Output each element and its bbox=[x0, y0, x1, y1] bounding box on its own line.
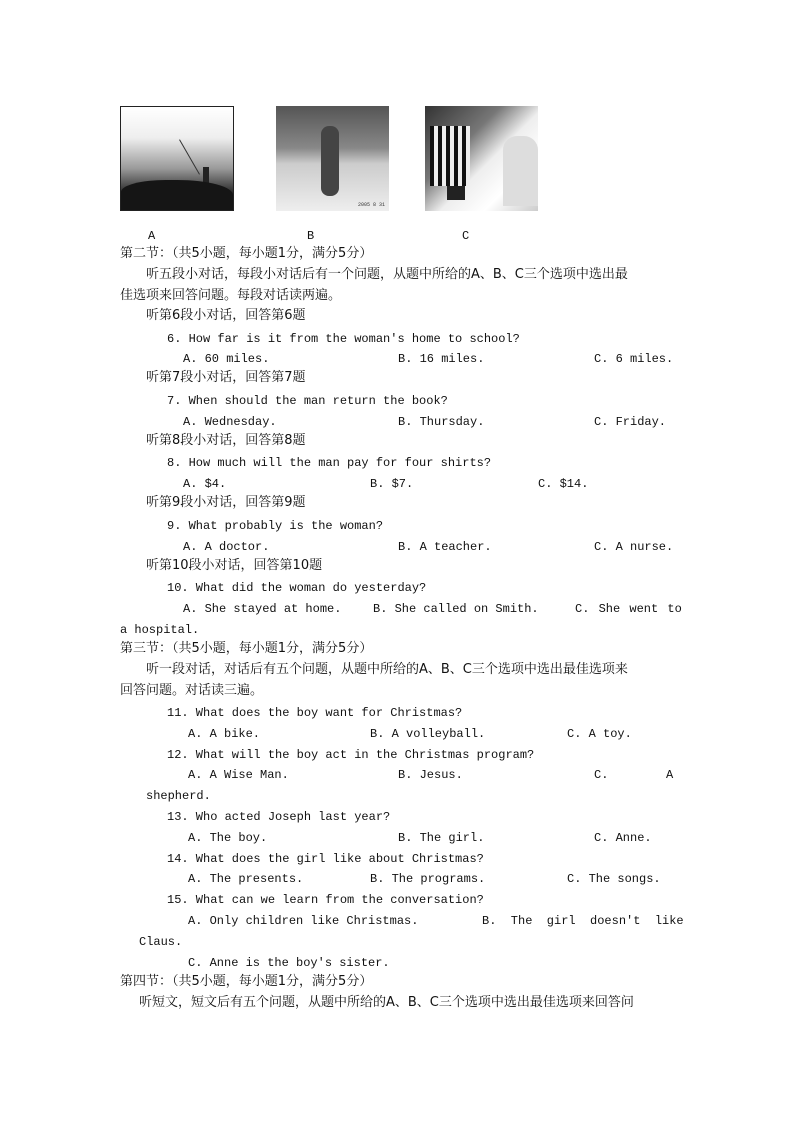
option-c: C. Anne. bbox=[594, 831, 652, 845]
section-2-title: 第二节：（共5小题，每小题1分，满分5分） bbox=[120, 246, 373, 261]
question-7: 7. When should the man return the book? bbox=[167, 394, 448, 408]
option-b: B. The girl. bbox=[398, 831, 485, 845]
question-8: 8. How much will the man pay for four shirts? bbox=[167, 456, 492, 470]
option-c: C. A toy. bbox=[567, 727, 632, 741]
option-b: B. A teacher. bbox=[398, 540, 492, 554]
section-3-instructions: 听一段对话，对话后有五个问题，从题中所给的A、B、C三个选项中选出最佳选项来 bbox=[146, 662, 628, 677]
section-4-title: 第四节：（共5小题，每小题1分，满分5分） bbox=[120, 974, 373, 989]
option-b: B. $7. bbox=[370, 477, 414, 491]
picture-c-people-at-table bbox=[425, 106, 538, 211]
option-c-wrap: a hospital. bbox=[120, 623, 200, 637]
group-heading: 听第10段小对话，回答第10题 bbox=[146, 558, 323, 573]
option-a: A. A bike. bbox=[188, 727, 261, 741]
option-a: A. The presents. bbox=[188, 872, 304, 886]
question-11: 11. What does the boy want for Christmas? bbox=[167, 706, 463, 720]
group-heading: 听第8段小对话，回答第8题 bbox=[146, 433, 306, 448]
option-b-wrap: Claus. bbox=[139, 935, 183, 949]
section-2-instructions-cont: 佳选项来回答问题。每段对话读两遍。 bbox=[120, 288, 342, 303]
question-14: 14. What does the girl like about Christmas? bbox=[167, 852, 484, 866]
option-a: A. She stayed at home. bbox=[183, 602, 342, 616]
photo-date-stamp: 2005 8 31 bbox=[357, 202, 385, 208]
option-a: A. A doctor. bbox=[183, 540, 270, 554]
option-a: A. Only children like Christmas. bbox=[188, 914, 419, 928]
section-2-instructions: 听五段小对话，每段小对话后有一个问题，从题中所给的A、B、C三个选项中选出最 bbox=[146, 267, 628, 282]
question-10: 10. What did the woman do yesterday? bbox=[167, 581, 427, 595]
option-b: B. 16 miles. bbox=[398, 352, 485, 366]
option-a: A. $4. bbox=[183, 477, 227, 491]
picture-b-walking bbox=[276, 106, 389, 211]
option-c: C. The songs. bbox=[567, 872, 661, 886]
option-a: A. A Wise Man. bbox=[188, 768, 289, 782]
question-6: 6. How far is it from the woman's home to school? bbox=[167, 332, 520, 346]
question-13: 13. Who acted Joseph last year? bbox=[167, 810, 391, 824]
question-15: 15. What can we learn from the conversation? bbox=[167, 893, 484, 907]
option-b: B. The programs. bbox=[370, 872, 486, 886]
option-b: B. She called on Smith. bbox=[373, 602, 539, 616]
option-c: C. 6 miles. bbox=[594, 352, 674, 366]
question-9: 9. What probably is the woman? bbox=[167, 519, 384, 533]
option-c-wrap: shepherd. bbox=[146, 789, 211, 803]
picture-a-fishing bbox=[120, 106, 234, 211]
option-b: B. Jesus. bbox=[398, 768, 463, 782]
option-c: C. Friday. bbox=[594, 415, 667, 429]
group-heading: 听第6段小对话，回答第6题 bbox=[146, 308, 306, 323]
picture-label-c: C bbox=[462, 229, 470, 243]
section-3-instructions-cont: 回答问题。对话读三遍。 bbox=[120, 683, 264, 698]
option-a: A. Wednesday. bbox=[183, 415, 277, 429]
option-c-text: A bbox=[666, 768, 674, 782]
section-3-title: 第三节：（共5小题，每小题1分，满分5分） bbox=[120, 641, 373, 656]
picture-label-a: A bbox=[148, 229, 156, 243]
option-b: B. The girl doesn't like bbox=[482, 914, 684, 928]
option-b: B. Thursday. bbox=[398, 415, 485, 429]
option-c: C. Anne is the boy's sister. bbox=[188, 956, 390, 970]
option-c: C. She went to bbox=[575, 602, 682, 616]
option-b: B. A volleyball. bbox=[370, 727, 486, 741]
picture-label-b: B bbox=[307, 229, 315, 243]
group-heading: 听第9段小对话，回答第9题 bbox=[146, 495, 306, 510]
option-a: A. 60 miles. bbox=[183, 352, 270, 366]
section-4-instructions: 听短文，短文后有五个问题，从题中所给的A、B、C三个选项中选出最佳选项来回答问 bbox=[139, 995, 634, 1010]
option-a: A. The boy. bbox=[188, 831, 268, 845]
group-heading: 听第7段小对话，回答第7题 bbox=[146, 370, 306, 385]
option-c: C. bbox=[594, 768, 609, 782]
question-12: 12. What will the boy act in the Christmas program? bbox=[167, 748, 535, 762]
option-c: C. $14. bbox=[538, 477, 589, 491]
option-c: C. A nurse. bbox=[594, 540, 674, 554]
